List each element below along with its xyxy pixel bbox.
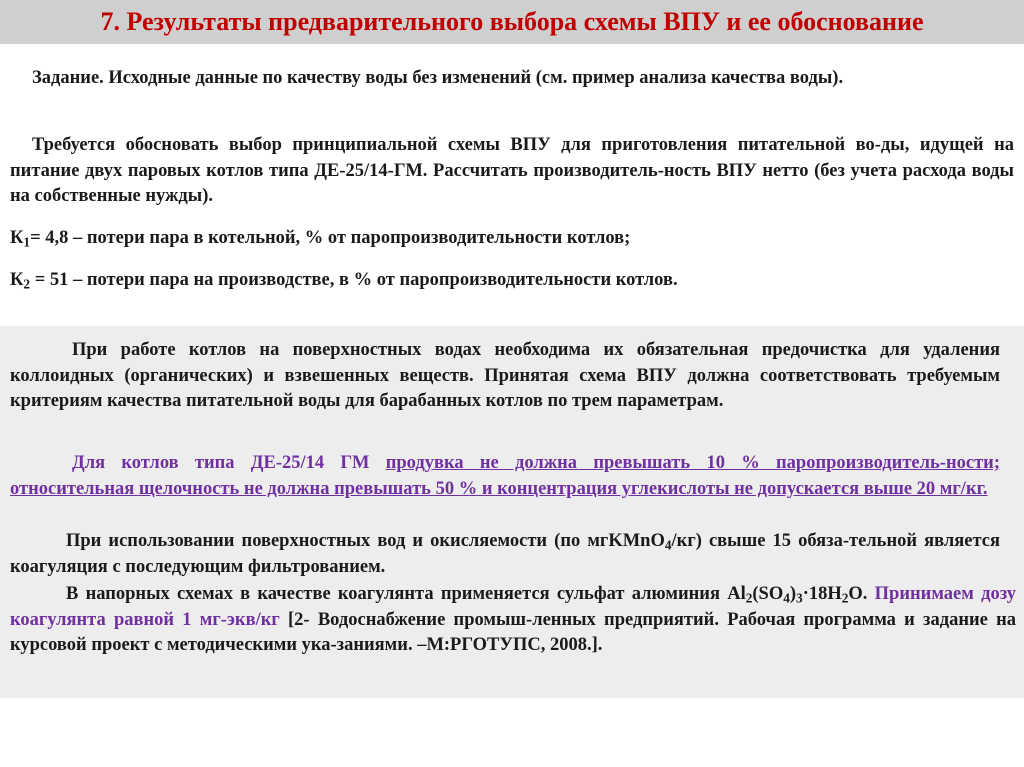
boiler-criteria-paragraph [10, 451, 1000, 502]
coagulation-text-a: При использовании поверхностных вод и окисляемости (по мгKMnO [66, 531, 665, 551]
formula-sub-3: 3 [796, 590, 803, 606]
pretreatment-paragraph: При работе котлов на поверхностных водах необходима их обязательная предочистка для удаления коллоидных (органических) и взвешенных веществ. Принятая схема ВПУ должна соответствовать требуемым критериям качества питательной воды для барабанных котлов по трем параметрам. [10, 340, 1000, 411]
coagulant-text-a: В напорных схемах в качестве коагулянта применяется сульфат алюминия Al [66, 584, 746, 604]
k1-line [10, 226, 1014, 252]
k1-text: = 4,8 – потери пара в котельной, % от паропроизводительности котлов; [30, 228, 631, 248]
k2-symbol: К [10, 270, 24, 290]
k2-text: = 51 – потери пара на производстве, в % от паропроизводительности котлов. [30, 270, 678, 290]
coagulant-text-d: ·18H [802, 584, 842, 604]
coagulant-reference: [2- Водоснабжение промыш-ленных предприятий. Рабочая программа и задание на курсовой проект с методическими ука-заниями. –М:РГОТУПС, 2008.]. [10, 609, 1017, 655]
task-paragraph: Задание. Исходные данные по качеству воды без изменений (см. пример анализа качества воды). [32, 68, 844, 88]
formula-sub-4: 2 [841, 590, 849, 606]
slide-title: 7. Результаты предварительного выбора схемы ВПУ и ее обоснование [100, 7, 924, 36]
coagulant-paragraph [10, 582, 1016, 659]
formula-sub-2: 4 [783, 590, 790, 606]
boiler-criteria-limits: продувка не должна превышать 10 % паропроизводитель-ности; относительная щелочность не должна превышать 50 % и концентрация углекислоты не допускается выше 20 мг/кг. [10, 453, 1000, 499]
coagulant-text-e: O. [848, 584, 875, 604]
formula-sub-1: 2 [745, 590, 753, 606]
k2-line [10, 268, 1014, 294]
kmno4-subscript: 4 [664, 537, 672, 553]
coagulant-dose: Принимаем дозу коагулянта равной 1 мг-экв/кг [10, 584, 1016, 630]
boiler-criteria-lead: Для котлов типа ДЕ-25/14 ГМ [72, 453, 386, 473]
k1-symbol: К [10, 228, 24, 248]
k2-subscript: 2 [23, 276, 31, 292]
coagulant-text-c: ) [789, 584, 797, 604]
coagulant-text-b: (SO [752, 584, 784, 604]
coagulation-paragraph [10, 529, 1000, 580]
k1-subscript: 1 [23, 234, 31, 250]
coagulation-text-b: /кг) свыше 15 обяза-тельной является коагуляция с последующим фильтрованием. [10, 531, 1000, 577]
requirement-paragraph: Требуется обосновать выбор принципиальной схемы ВПУ для приготовления питательной во-ды, идущей на питание двух паровых котлов типа ДЕ-25/14-ГМ. Рассчитать производитель-ность ВПУ нетто (без учета расхода воды на собственные нужды). [10, 135, 1014, 206]
